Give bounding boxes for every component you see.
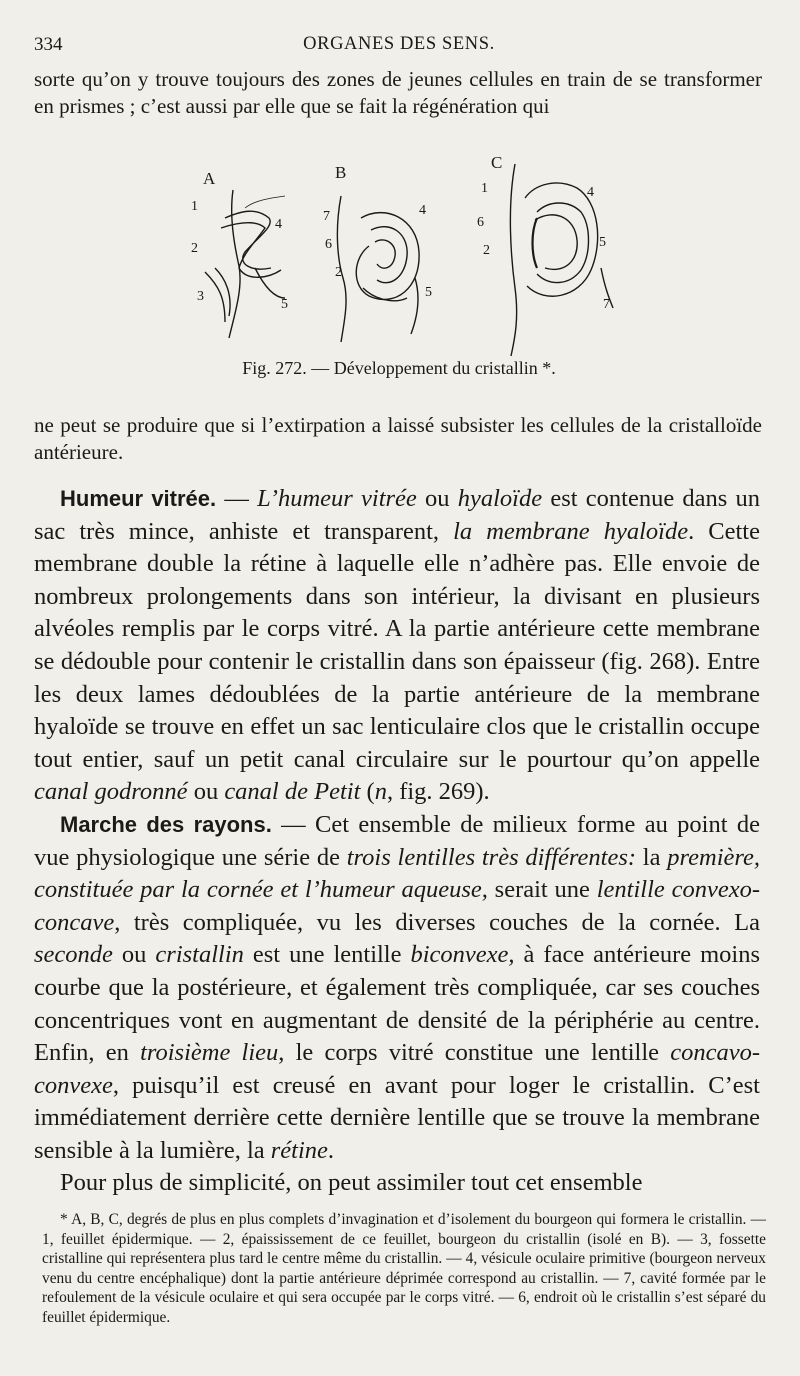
section-heading-marche-des-rayons: Marche des rayons.	[60, 811, 272, 837]
panel-b-drawing	[337, 196, 419, 342]
panel-label-b: B	[335, 163, 347, 182]
label-b-7: 7	[323, 209, 330, 224]
paragraph-simplicite: Pour plus de simplicité, on peut assimiler tout cet ensemble	[60, 1169, 643, 1197]
label-c-4: 4	[587, 185, 594, 200]
lens-development-illustration	[185, 148, 625, 358]
label-a-3: 3	[197, 289, 204, 304]
label-a-4: 4	[275, 217, 282, 232]
page-header	[34, 34, 764, 60]
label-c-6: 6	[477, 215, 484, 230]
panel-label-c: C	[491, 153, 503, 172]
label-c-1: 1	[481, 181, 488, 196]
running-title: ORGANES DES SENS.	[303, 34, 495, 54]
label-c-2: 2	[483, 243, 490, 258]
panel-c-drawing	[510, 164, 613, 356]
label-a-5: 5	[281, 297, 288, 312]
label-a-1: 1	[191, 199, 198, 214]
after-figure-paragraph: ne peut se produire que si l’extirpation a laissé subsister les cellules de la cristalloïde antérieure.	[34, 413, 762, 464]
page-number: 334	[34, 34, 63, 55]
figure-caption: Fig. 272. — Développement du cristallin *.	[242, 358, 556, 378]
paragraph-humeur-vitree: Humeur vitrée. — L’humeur vitrée ou hyaloïde est contenue dans un sac très mince, anhiste et transparent, la membrane hyaloïde. Cette membrane double la rétine à laquelle elle n’adhère pas. Elle envoie de nombreux prolongements dans son intérieur, la divisant en plusieurs alvéoles remplis par le corps vitré. A la partie antérieure cette membrane se dédouble pour contenir le cristallin dans son épaisseur (fig. 268). Entre les deux lames dédoublées de la partie antérieure de la membrane hyaloïde se trouve en effet un sac lenticulaire clos que le cristallin occupe tout entier, sauf un petit canal circulaire sur le pourtour qu’on appelle canal godronné ou canal de Petit (n, fig. 269).	[34, 485, 761, 806]
footnote-text: * A, B, C, degrés de plus en plus complets d’invagination et d’isolement du bourgeon qui formera le cristallin. — 1, feuillet épidermique. — 2, épaississement de ce feuillet, bourgeon du cristallin (isolé en B). — 3, fossette cristalline qui représentera plus tard le centre même du cristallin. — 4, vésicule oculaire primitive (bourgeon nerveux venu du centre encéphalique) dont la partie antérieure déprimée correspond au cristallin. — 7, cavité formée par le refoulement de la vésicule oculaire et qui sera occupée par le corps vitré. — 6, endroit où le cristallin s’est séparé du feuillet épidermique.	[42, 1211, 766, 1326]
footnote	[42, 1210, 766, 1328]
label-c-7: 7	[603, 297, 610, 312]
paragraph-marche-des-rayons: Marche des rayons. — Cet ensemble de milieux forme au point de vue physiologique une série de trois lentilles très différentes: la première, constituée par la cornée et l’humeur aqueuse, serait une lentille convexo-concave, très compliquée, vu les diverses couches de la cornée. La seconde ou cristallin est une lentille biconvexe, à face antérieure moins courbe que la postérieure, et également très compliquée, car ses couches concentriques vont en augmentant de densité de la périphérie au centre. Enfin, en troisième lieu, le corps vitré constitue une lentille concavo-convexe, puisqu’il est creusé en avant pour loger le cristallin. C’est immédiatement derrière cette dernière lentille que se trouve la membrane sensible à la lumière, la rétine.	[34, 810, 760, 1164]
label-b-4: 4	[419, 203, 426, 218]
panel-label-a: A	[203, 169, 216, 188]
figure-272	[185, 148, 625, 358]
panel-a-drawing	[205, 190, 285, 338]
intro-paragraph: sorte qu’on y trouve toujours des zones de jeunes cellules en train de se transformer en prismes ; c’est aussi par elle que se fait la régénération qui	[34, 67, 762, 118]
label-c-5: 5	[599, 235, 606, 250]
main-text	[34, 483, 760, 1200]
section-heading-humeur-vitree: Humeur vitrée.	[60, 486, 217, 511]
label-b-2: 2	[335, 265, 342, 280]
label-a-2: 2	[191, 241, 198, 256]
label-b-5: 5	[425, 285, 432, 300]
label-b-6: 6	[325, 237, 332, 252]
